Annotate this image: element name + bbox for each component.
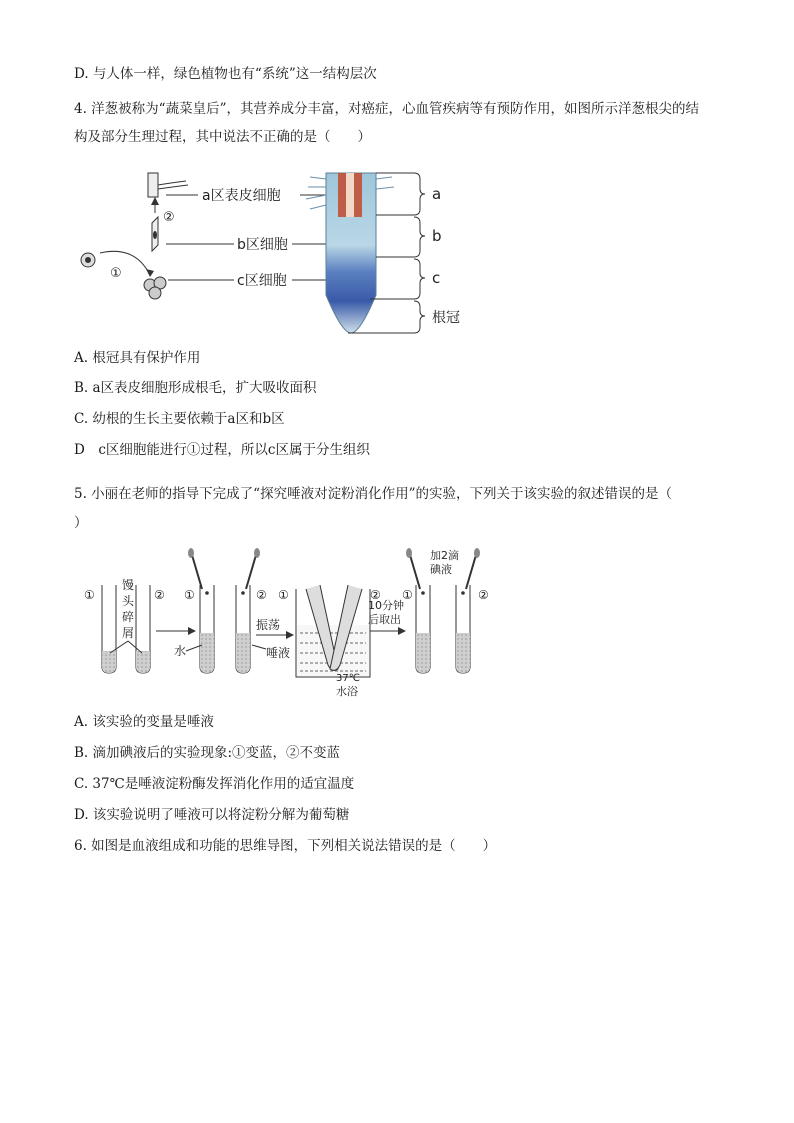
svg-text:②: ② (154, 588, 165, 602)
shake-label: 振荡 (256, 618, 281, 632)
q4-stem-line2: 构及部分生理过程，其中说法不正确的是（ ） (74, 129, 371, 145)
svg-text:水: 水 (174, 644, 187, 658)
q4-option-b: B. a区表皮细胞形成根毛，扩大吸收面积 (74, 380, 317, 396)
svg-text:水浴: 水浴 (336, 685, 358, 698)
starch-digestion-experiment-figure (80, 545, 500, 700)
svg-text:碘液: 碘液 (430, 563, 452, 576)
svg-text:头: 头 (122, 594, 135, 608)
dividing-cells-icon (144, 277, 166, 299)
svg-text:①: ① (184, 588, 195, 602)
q5-option-b: B. 滴加碘液后的实验现象:①变蓝，②不变蓝 (74, 745, 341, 761)
svg-text:屑: 屑 (122, 626, 135, 640)
root-tip-illustration (306, 173, 394, 333)
svg-text:37℃: 37℃ (336, 673, 360, 684)
step1-tubes (84, 577, 165, 673)
q5-option-c: C. 37℃是唾液淀粉酶发挥消化作用的适宜温度 (74, 776, 355, 792)
zone-root-cap-label: 根冠 (432, 310, 460, 326)
q4-option-c: C. 幼根的生长主要依赖于a区和b区 (74, 411, 285, 427)
zone-a-label: a (432, 185, 442, 203)
q4-option-a: A. 根冠具有保护作用 (74, 350, 201, 366)
q5-stem-line2: ） (74, 515, 88, 531)
svg-text:①: ① (84, 588, 95, 602)
onion-root-tip-figure (70, 165, 490, 340)
q6-stem: 6. 如图是血液组成和功能的思维导图，下列相关说法错误的是（ ） (74, 838, 497, 854)
svg-text:碎: 碎 (122, 610, 135, 624)
step2-label: ② (163, 210, 175, 225)
zone-c-label: c (432, 269, 441, 287)
svg-text:馒: 馒 (122, 578, 135, 592)
svg-text:②: ② (256, 588, 267, 602)
label-c-cell: c区细胞 (237, 273, 287, 289)
time-label-line1: 10分钟 (368, 599, 404, 612)
step2-tubes-with-droppers (174, 548, 290, 673)
q3-option-d: D. 与人体一样，绿色植物也有“系统”这一结构层次 (74, 66, 377, 82)
svg-text:②: ② (370, 588, 381, 602)
water-bath-beaker (278, 585, 381, 698)
label-b-cell: b区细胞 (237, 237, 288, 253)
svg-text:①: ① (402, 588, 413, 602)
label-a-cell: a区表皮细胞 (202, 188, 281, 204)
root-hair-cell-icon (148, 173, 188, 197)
q5-option-d: D. 该实验说明了唾液可以将淀粉分解为葡萄糖 (74, 807, 350, 823)
cell-cluster-icon (81, 253, 95, 267)
q4-option-d: D c区细胞能进行①过程，所以c区属于分生组织 (74, 442, 370, 458)
svg-text:②: ② (478, 588, 489, 602)
svg-text:加2滴: 加2滴 (430, 549, 459, 562)
q5-stem-line1: 5. 小丽在老师的指导下完成了“探究唾液对淀粉消化作用”的实验，下列关于该实验的叙述错误的是（ (74, 486, 672, 502)
q4-stem-line1: 4. 洋葱被称为“蔬菜皇后”，其营养成分丰富，对癌症，心血管疾病等有预防作用，如图所示洋葱根尖的结 (74, 101, 699, 117)
svg-text:唾液: 唾液 (266, 646, 291, 660)
q5-option-a: A. 该实验的变量是唾液 (74, 714, 214, 730)
step4-iodine-tubes (402, 548, 489, 673)
elongated-cell-icon (152, 217, 158, 251)
zone-b-label: b (432, 227, 442, 245)
svg-text:①: ① (278, 588, 289, 602)
step1-label: ① (110, 266, 122, 281)
time-label-line2: 后取出 (368, 613, 401, 626)
